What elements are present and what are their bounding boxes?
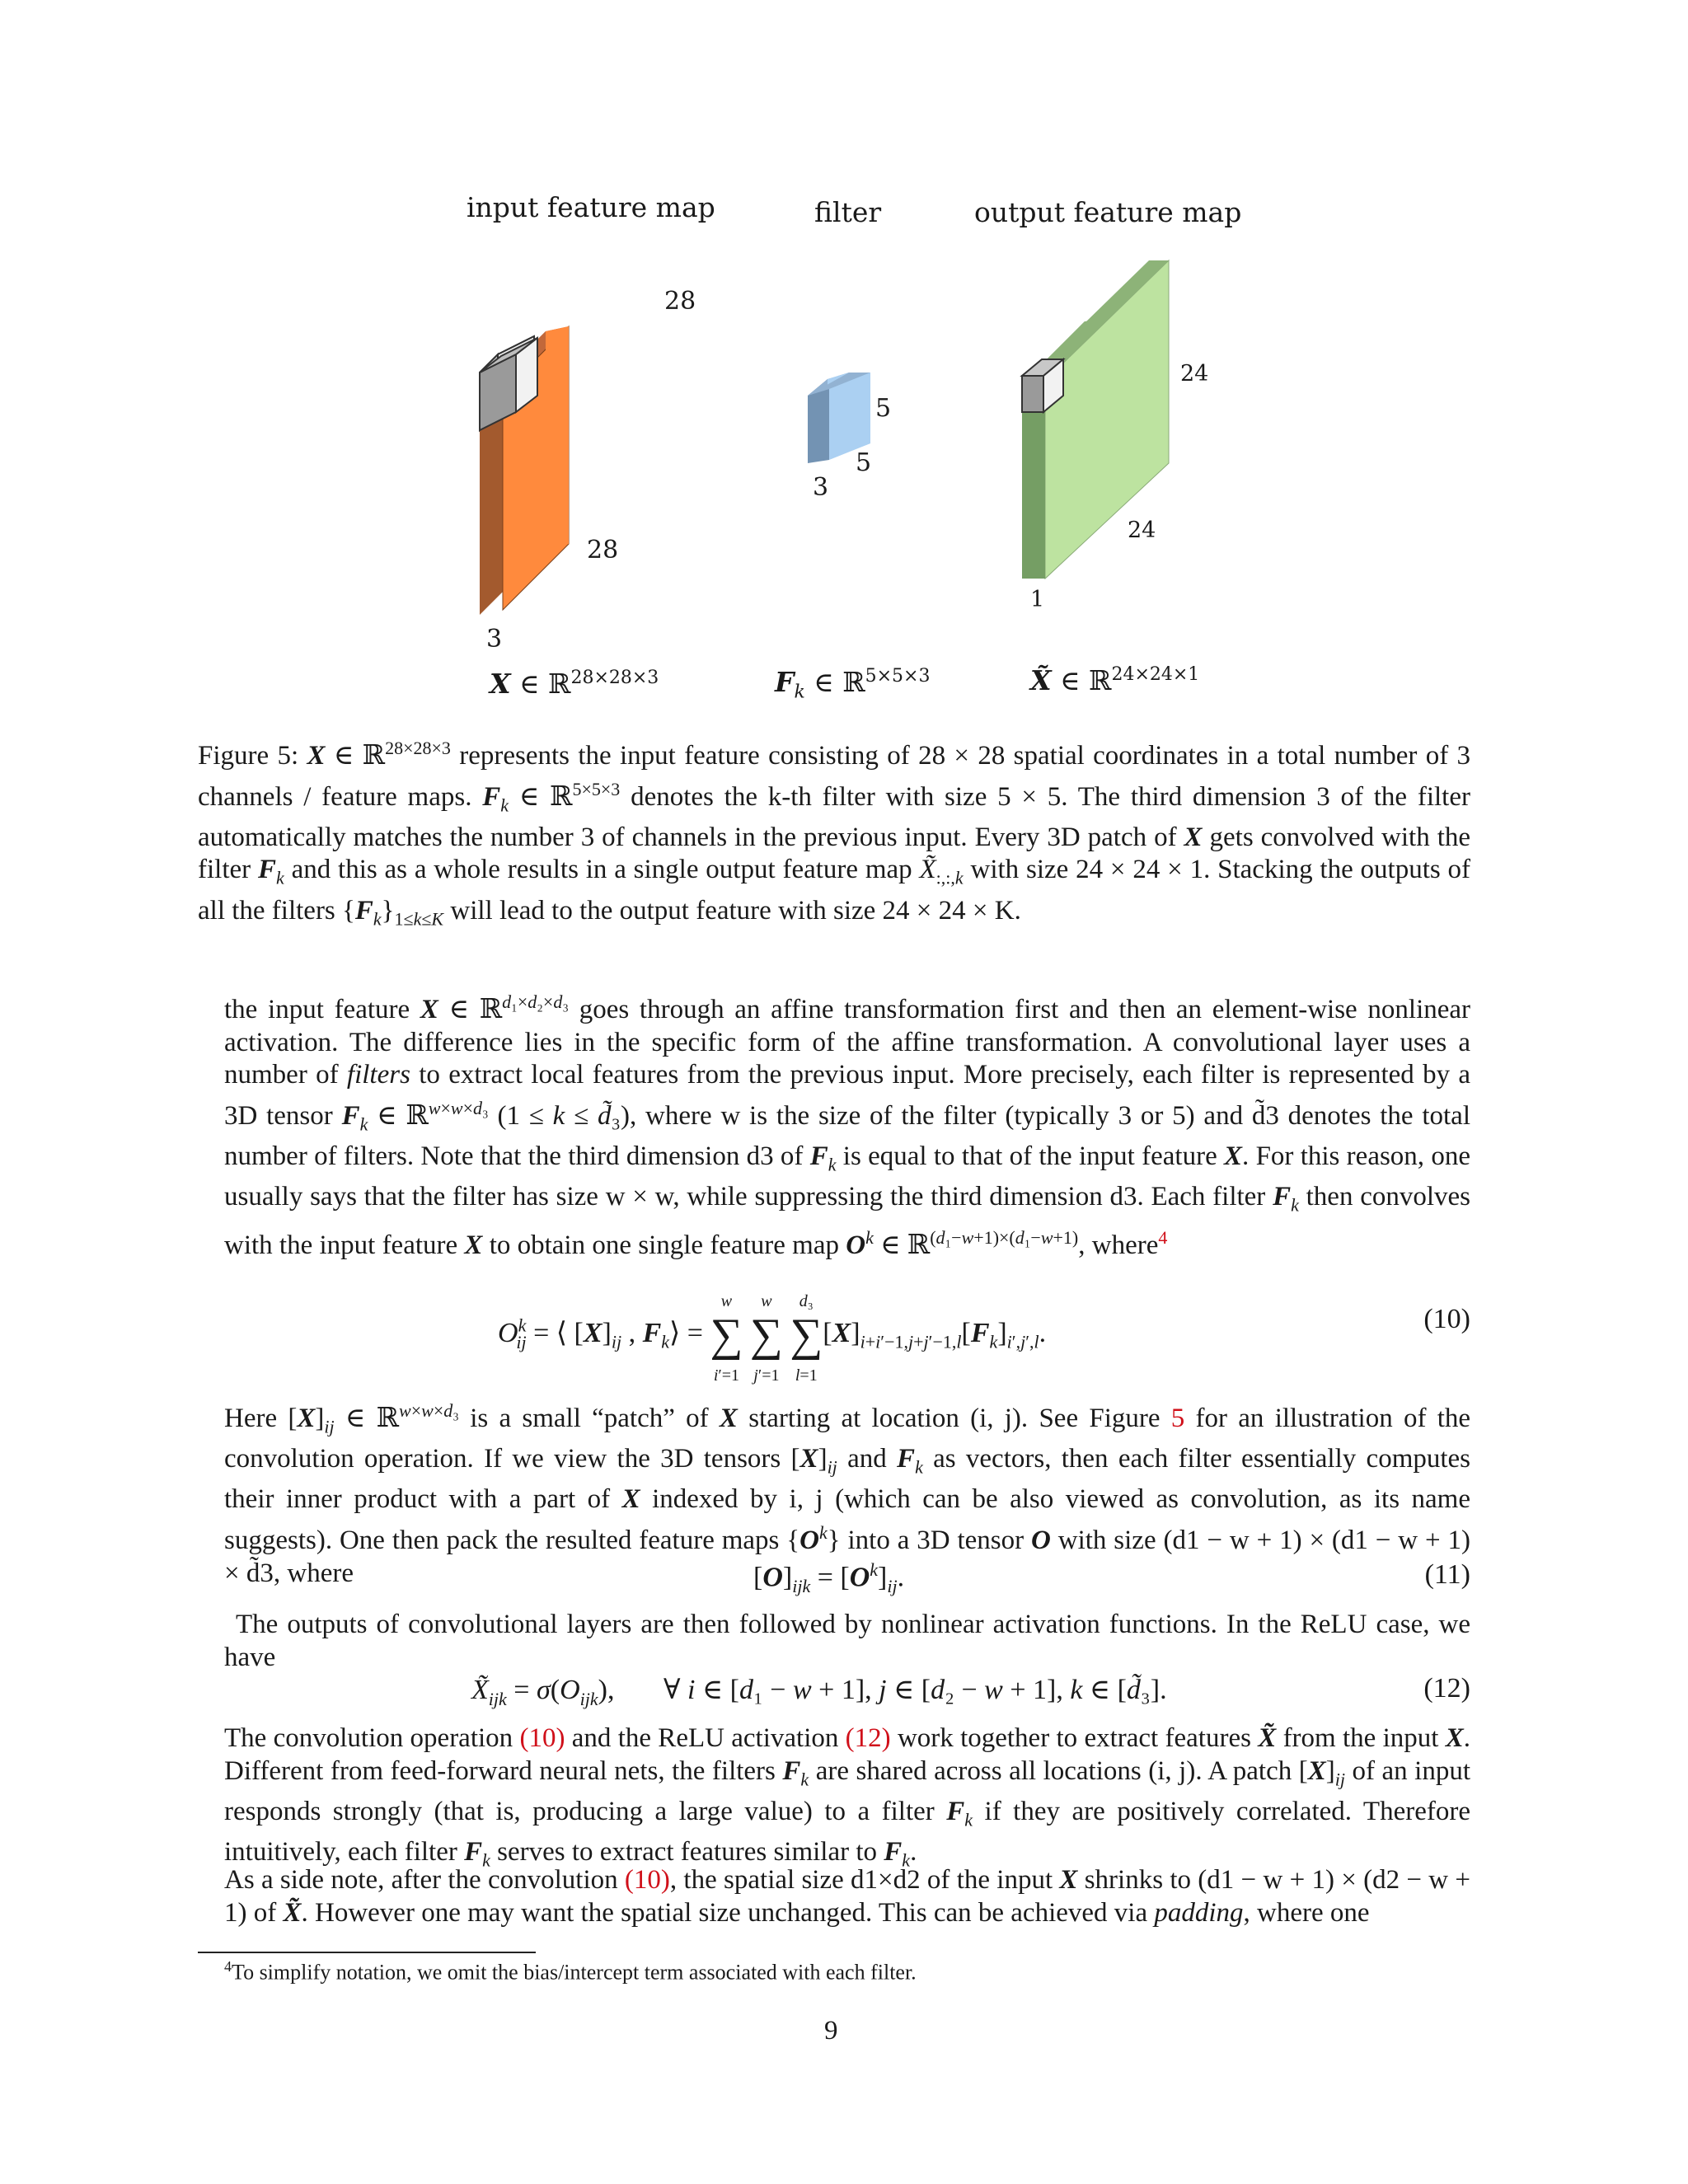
equation-11-number: (11) [1424,1559,1470,1590]
figure-5-link[interactable]: 5 [1170,1404,1185,1433]
equation-10: $O^k_{ij}$ = ⟨ $[X]_{ij}$ , $F_k⟩ = w$ ∑ i′=1 w ∑ j′=1 d₃ ∑ $l=1[X]_{i+i'-1,j+j'-1,l}[F_k]_{i',j',l}$. [498,1292,1047,1385]
input-width-label: 28 [587,536,619,565]
filter-depth-label: 3 [813,473,829,502]
equation-10-number: (10) [1423,1304,1470,1334]
page-number: 9 [824,2016,838,2046]
body-paragraph-1: the input feature X ∈ ℝ$^{d_1\times d_2\times d_3}$ goes through an affine transformation first and then an element-wise nonlinear activation. The difference lies in the specific form of the affine transformation. A convolutional layer uses a number of filters to extract local features from the previous input. More precisely, each filter is represented by a 3D tensor $F_k$ ∈ ℝ$^{w\times w\times d_3}$ (1 ≤ k ≤ d̃₃), where w is the size of the filter (typically 3 or 5) and d̃3 denotes the total number of filters. Note that the third dimension d3 of $F_k$ is equal to that of the input feature X. For this reason, one usually says that the filter has size w × w, while suppressing the third dimension d3. Each filter $F_k$ then convolves with the input feature X to obtain one single feature map $O^k$ ∈ ℝ$^{(d_1-w+1)\times(d_1-w+1)}$, where$^4$ [224,991,1471,1261]
input-depth-label: 3 [486,625,503,654]
input-title: input feature map [467,191,715,223]
footnote-rule [198,1952,536,1953]
output-title: output feature map [974,196,1242,228]
filter-math-label: $F_k$ ∈ ℝ$^{5\times 5\times 3}$ [775,666,931,703]
eq-12-link[interactable]: (12) [845,1723,891,1753]
input-front-shade [546,326,569,549]
body-paragraph-5: As a side note, after the convolution (10), the spatial size d1×d2 of the input X shrinks to (d1 − w + 1) × (d2 − w + 1) of X̃. However one may want the spatial size unchanged. This can be achieved via padding, where one [224,1865,1471,1928]
convolution-diagram [0,0,1688,742]
output-depth-label: 1 [1030,587,1045,612]
output-height-label: 24 [1180,361,1209,387]
footnote: $^4$To simplify notation, we omit the bias/intercept term associated with each filter. [224,1958,917,1985]
input-math-label: X ∈ ℝ$^{28\times 28\times 3}$ [490,668,659,700]
caption-label: Figure 5: [198,741,299,771]
eq-10-link-2[interactable]: (10) [624,1865,670,1895]
filter-title: filter [814,196,882,228]
input-height-label: 28 [664,287,696,316]
eq-10-link[interactable]: (10) [519,1723,565,1753]
filter-width-label: 5 [856,448,872,477]
filter-height-label: 5 [875,394,892,423]
output-math-label: X̃ ∈ ℝ$^{24\times 24\times 1}$ [1030,664,1200,696]
body-paragraph-3: The outputs of convolutional layers are then followed by nonlinear activation functions. In the ReLU case, we have [224,1610,1470,1672]
equation-12-number: (12) [1423,1673,1470,1704]
output-width-label: 24 [1128,518,1156,543]
equation-12: $X̃_{ijk} = \sigma(O_{ijk})$, ∀ i ∈ [d₁ − w + 1], j ∈ [d₂ − w + 1], k ∈ [d̃₃]. [471,1675,1167,1709]
body-paragraph-4: The convolution operation (10) and the ReLU activation (12) work together to extract features X̃ from the input X. Different from feed-forward neural nets, the filters $F_k$ are shared across all locations (i, j). A patch $[X]_{ij}$ of an input responds strongly (that is, producing a large value) to a filter $F_k$ if they are positively correlated. Therefore intuitively, each filter $F_k$ serves to extract features similar to $F_k$. [224,1723,1471,1871]
figure-caption: Figure 5: X ∈ ℝ$^{28\times 28\times 3}$ represents the input feature consisting of 28 × 28 spatial coordinates in a total number of 3 channels / feature maps. $F_k$ ∈ ℝ$^{5\times 5\times 3}$ denotes the k-th filter with size 5 × 5. The third dimension 3 of the filter automatically matches the number 3 of channels in the previous input. Every 3D patch of X gets convolved with the filter $F_k$ and this as a whole results in a single output feature map $X̃_{:,:,k}$ with size 24 × 24 × 1. Stacking the outputs of all the filters $\{F_k\}_{1\le k\le K}$ will lead to the output feature with size 24 × 24 × K. [198,738,1471,930]
body-paragraph-2: Here $[X]_{ij}$ ∈ ℝ$^{w\times w\times d_3}$ is a small “patch” of X starting at location (i, j). See Figure 5 for an illustration of the convolution operation. If we view the 3D tensors $[X]_{ij}$ and $F_k$ as vectors, then each filter essentially computes their inner product with a part of X indexed by i, j (which can be also viewed as convolution, as its name suggests). One then pack the resulted feature maps $\{O^k\}$ into a 3D tensor O with size (d1 − w + 1) × (d1 − w + 1) × d̃3, where [224,1400,1471,1588]
equation-11: $[O]_{ijk} = [O^k]_{ij}$. [753,1559,905,1597]
